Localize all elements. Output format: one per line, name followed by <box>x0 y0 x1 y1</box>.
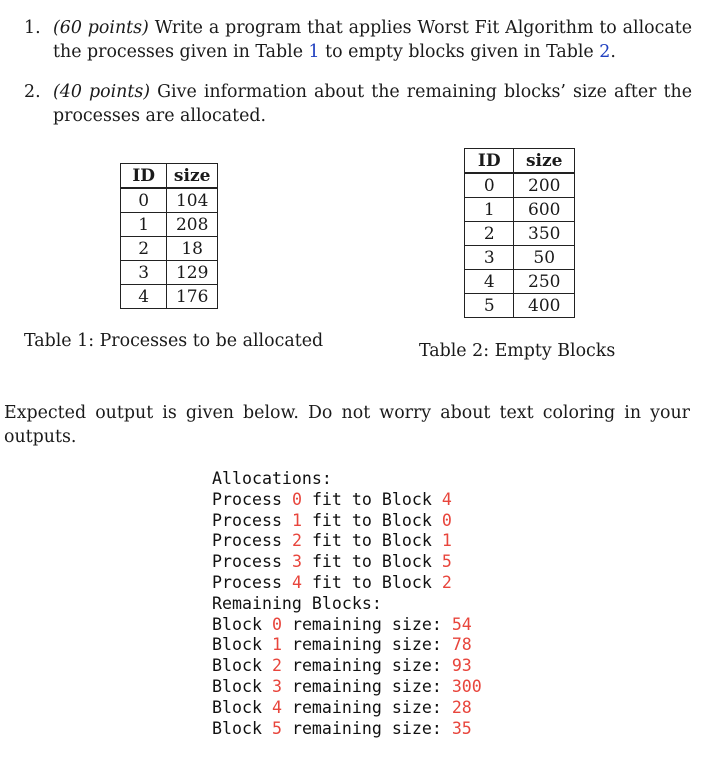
remaining-size: 54 <box>451 614 472 634</box>
allocation-line <box>212 573 482 594</box>
table-2-row <box>465 173 575 198</box>
table-1-ref-link[interactable]: 1 <box>308 42 320 62</box>
question-2 <box>24 80 692 128</box>
table-1-row <box>121 285 218 309</box>
question-2-number: 2. <box>24 82 41 102</box>
table-2-body <box>465 173 575 318</box>
remaining-line <box>212 698 482 719</box>
block-id: 4 <box>441 489 452 509</box>
remaining-size: 93 <box>451 656 472 676</box>
process-id: 1 <box>291 510 302 530</box>
table-2-cell-size: 400 <box>514 294 575 318</box>
block-word: Block <box>212 656 262 676</box>
process-id: 4 <box>291 572 302 592</box>
table-1-caption: Table 1: Processes to be allocated <box>24 331 324 351</box>
remaining-word: remaining size: <box>291 614 442 634</box>
table-1-header-row <box>121 164 218 189</box>
process-id: 2 <box>291 531 302 551</box>
fit-word: fit to Block <box>311 572 432 592</box>
remaining-size: 28 <box>451 697 472 717</box>
table-2-row <box>465 222 575 246</box>
block-id: 1 <box>271 635 282 655</box>
process-word: Process <box>212 552 282 572</box>
table-1-cell-id: 4 <box>121 285 167 309</box>
remaining-line <box>212 615 482 636</box>
block-id: 2 <box>441 572 452 592</box>
table-2-caption: Table 2: Empty Blocks <box>419 341 616 361</box>
remaining-word: remaining size: <box>291 697 442 717</box>
remaining-word: remaining size: <box>291 635 442 655</box>
table-1-cell-size: 129 <box>167 261 218 285</box>
table-2-cell-id: 5 <box>465 294 514 318</box>
table-1-cell-id: 1 <box>121 213 167 237</box>
process-word: Process <box>212 510 282 530</box>
fit-word: fit to Block <box>311 510 432 530</box>
remaining-header-line <box>212 594 482 615</box>
table-2-cell-size: 250 <box>514 270 575 294</box>
question-1-points: (60 points) <box>53 18 149 38</box>
question-2-text: Give information about the remaining blocks’ size after the processes are allocated. <box>53 82 692 126</box>
remaining-header: Remaining Blocks: <box>212 593 382 613</box>
block-id: 2 <box>271 656 282 676</box>
question-2-points: (40 points) <box>53 82 151 102</box>
table-2-row <box>465 270 575 294</box>
table-2-header-id: ID <box>465 149 514 174</box>
table-2-cell-id: 4 <box>465 270 514 294</box>
table-1-body <box>121 188 218 309</box>
remaining-size: 78 <box>451 635 472 655</box>
table-1-row <box>121 261 218 285</box>
question-1-body <box>53 16 692 64</box>
remaining-word: remaining size: <box>291 656 442 676</box>
question-1-text-c: . <box>610 42 616 62</box>
fit-word: fit to Block <box>311 489 432 509</box>
table-2-cell-id: 1 <box>465 198 514 222</box>
table-2-cell-size: 200 <box>514 173 575 198</box>
table-1-cell-size: 104 <box>167 188 218 213</box>
table-1-cell-size: 176 <box>167 285 218 309</box>
block-word: Block <box>212 676 262 696</box>
process-word: Process <box>212 572 282 592</box>
allocation-line <box>212 490 482 511</box>
allocation-line <box>212 531 482 552</box>
process-id: 3 <box>291 552 302 572</box>
table-2-cell-id: 2 <box>465 222 514 246</box>
expected-output-intro: Expected output is given below. Do not worry about text coloring in your outputs. <box>4 403 690 447</box>
block-id: 0 <box>271 614 282 634</box>
block-id: 5 <box>271 718 282 738</box>
table-1-cell-id: 2 <box>121 237 167 261</box>
question-1 <box>24 16 692 64</box>
table-1 <box>120 163 218 309</box>
expected-output-code <box>212 469 482 739</box>
table-1-header-id: ID <box>121 164 167 189</box>
question-1-text-b: to empty blocks given in Table <box>319 42 600 62</box>
remaining-line <box>212 719 482 740</box>
table-2-row <box>465 198 575 222</box>
block-word: Block <box>212 614 262 634</box>
table-1-row <box>121 188 218 213</box>
table-2-row <box>465 246 575 270</box>
table-1-cell-size: 208 <box>167 213 218 237</box>
remaining-line <box>212 635 482 656</box>
table-2-row <box>465 294 575 318</box>
table-2-header-row <box>465 149 575 174</box>
remaining-word: remaining size: <box>291 676 442 696</box>
table-1-row <box>121 213 218 237</box>
block-word: Block <box>212 635 262 655</box>
question-1-number: 1. <box>24 18 41 38</box>
remaining-line <box>212 656 482 677</box>
block-id: 1 <box>441 531 452 551</box>
block-id: 4 <box>271 697 282 717</box>
question-2-body <box>53 80 692 128</box>
table-2-header-size: size <box>514 149 575 174</box>
table-2 <box>464 148 575 318</box>
table-1-header-size: size <box>167 164 218 189</box>
allocation-line <box>212 511 482 532</box>
remaining-size: 35 <box>451 718 472 738</box>
process-word: Process <box>212 531 282 551</box>
table-2-cell-size: 50 <box>514 246 575 270</box>
process-id: 0 <box>291 489 302 509</box>
table-2-cell-id: 0 <box>465 173 514 198</box>
block-id: 5 <box>441 552 452 572</box>
allocations-header-line <box>212 469 482 490</box>
block-id: 3 <box>271 676 282 696</box>
table-2-cell-size: 600 <box>514 198 575 222</box>
table-1-row <box>121 237 218 261</box>
fit-word: fit to Block <box>311 531 432 551</box>
table-1-cell-size: 18 <box>167 237 218 261</box>
table-2-ref-link[interactable]: 2 <box>599 42 611 62</box>
remaining-word: remaining size: <box>291 718 442 738</box>
block-id: 0 <box>441 510 452 530</box>
allocations-header: Allocations: <box>212 469 332 488</box>
table-2-cell-size: 350 <box>514 222 575 246</box>
fit-word: fit to Block <box>311 552 432 572</box>
block-word: Block <box>212 718 262 738</box>
process-word: Process <box>212 489 282 509</box>
table-1-cell-id: 0 <box>121 188 167 213</box>
allocation-line <box>212 552 482 573</box>
remaining-line <box>212 677 482 698</box>
block-word: Block <box>212 697 262 717</box>
table-2-cell-id: 3 <box>465 246 514 270</box>
remaining-size: 300 <box>451 676 482 696</box>
table-1-cell-id: 3 <box>121 261 167 285</box>
question-1-text-a: Write a program that applies Worst Fit Algorithm to allocate the processes given in Table <box>53 18 692 62</box>
